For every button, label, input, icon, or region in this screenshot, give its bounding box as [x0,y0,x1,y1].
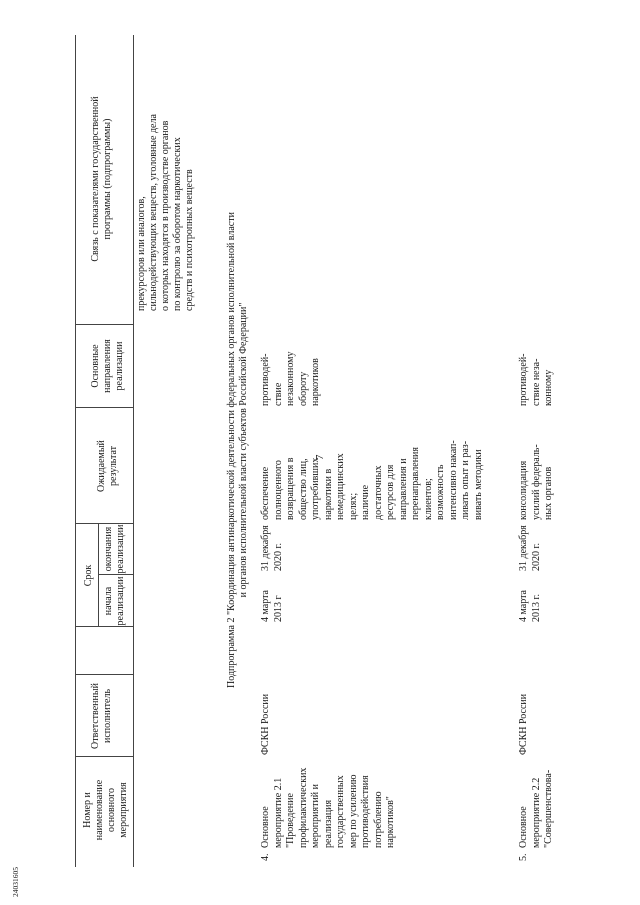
header-link-indicators: Связь с показателями государственной программы (подпрограммы) [90,96,113,262]
header-main-directions: Основные направления реализации [90,339,125,393]
row-4-end: 31 декабря 2020 г. [260,525,284,571]
row-5-result: консолидация усилий федераль- ных органов [518,444,554,520]
col-divider-6 [75,407,133,408]
header-expected-result: Ожидаемый результат [96,440,119,492]
row-4-result: обеспечение полноценного возвращения в общество лиц, употребивших наркотики в немедицинских целях; наличие достаточных ресурсов для направления и перенаправления клиентов; возможность интенсивно накап- ливать опыт и раз- вивать методики [260,440,484,520]
row-5-responsible: ФСКН России [518,693,529,755]
header-term: Срок [83,564,94,587]
row-4-number: 4. [260,853,271,861]
col-divider-2 [75,674,133,675]
header-responsible: Ответственный исполнитель [90,683,113,749]
row-4-start: 4 марта 2013 г [260,590,284,622]
col-divider-4 [98,574,133,575]
col-divider-1 [75,756,133,757]
row-4-name: Основное мероприятие 2.1 "Проведение профилактических мероприятий и реализация государственных мер по усилению противодействия потреблению наркотиков" [260,767,396,848]
document-code: 24031605 [11,867,20,897]
row-4-direction: противодей- ствие незаконному обороту наркотиков [260,351,321,406]
header-term-start: начала реализации [103,576,126,626]
header-term-end: окончания реализации [103,524,126,574]
table-top-border [75,35,76,867]
row-5-number: 5. [518,853,529,861]
row-4-responsible: ФСКН России [260,693,271,755]
table-header-bottom-border [133,35,134,867]
row-5-name: Основное мероприятие 2.2 "Совершенствова- [518,769,554,848]
continuation-text: прекурсоров или аналогов, сильнодействующих веществ, уголовные дела о которых находятся в производстве органов по контролю за оборотом наркотических средств и психотропных веществ [136,114,195,311]
page-number: 7 [314,454,326,460]
col-divider-7 [75,324,133,325]
row-5-end: 31 декабря 2020 г. [518,525,542,571]
header-number-name: Номер и наименование основного мероприятия [82,779,129,841]
row-5-direction: противодей- ствие неза- конному [518,353,554,406]
subprogram-title: Подпрограмма 2 "Координация антинаркотической деятельности федеральных органов исполнительной власти и органов исполнительной власти субъектов Российской Федерации" [226,212,249,688]
row-5-start: 4 марта 2013 г. [518,590,542,622]
term-subheader-divider [98,524,99,627]
